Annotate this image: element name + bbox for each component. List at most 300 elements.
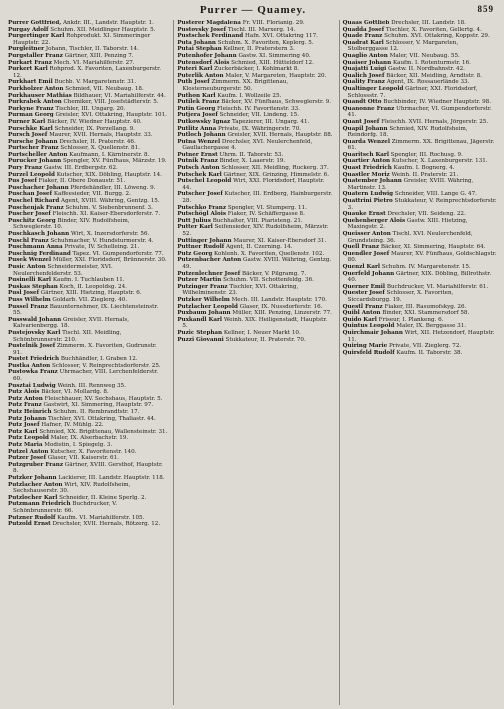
entry-details: Schuhm. VII. Schottenfeldg. 36. [223, 277, 314, 284]
directory-entry [343, 343, 498, 350]
directory-entry [8, 402, 167, 409]
directory-entry [177, 152, 332, 159]
entry-details: Bäcker, V. Pilgramg. 7. [241, 270, 307, 277]
entry-details: Wirt, XII. Hetzendorf, Hauptstr. 11. [347, 329, 495, 343]
directory-entry [8, 86, 167, 93]
directory-entry [343, 323, 498, 330]
directory-entry [343, 73, 498, 80]
directory-entry [343, 20, 498, 27]
directory-entry [343, 126, 498, 139]
entry-details: Goldarb. VII. Zieglerg. 40. [52, 296, 128, 303]
entry-details: Schmied, XX. Brigittenau, Wallensteinstr. 31. [39, 428, 168, 435]
entry-details: Gärtner, XIII. Hietzing, Hauptstr. 6. [40, 290, 142, 297]
entry-name: Pury Franz [8, 165, 43, 172]
directory-entry [8, 290, 167, 297]
entry-name: Quade Franz [342, 33, 383, 40]
entry-details: Spengler, VI. Stumperg. 11. [227, 204, 307, 211]
directory-entry [343, 264, 498, 271]
entry-details: Zuckerbäcker, I. Kohlmarkt 8. [214, 66, 300, 73]
directory-entry [8, 79, 167, 86]
directory-entry [343, 152, 498, 159]
entry-details: Mech. VI. Mariahilferstr. 27. [53, 59, 135, 66]
entry-details: Schneider, VIII. Lange G. 47. [394, 191, 477, 198]
entry-details: Fleischh. XI. Kaiser-Ebersdorferstr. 7. [52, 211, 161, 218]
directory-entry [8, 475, 167, 482]
entry-name: Quarda Wenzel [342, 138, 390, 145]
entry-details: Private, IX. Währingerstr. 70. [218, 125, 302, 132]
entry-details: Kaufm. I. Bognerg. 4. [393, 165, 455, 172]
directory-entry [343, 310, 498, 317]
directory-entry [8, 99, 167, 106]
entry-details: Tischl. XVI. Neulerchenfeld, Grundsteing. 36. [347, 231, 473, 244]
entry-name: Putschko Franz [177, 204, 227, 211]
entry-details: Schlosser, X. Quellenstr. 81. [60, 145, 140, 152]
directory-entry [343, 251, 498, 264]
directory-entry [8, 172, 167, 179]
directory-entry [343, 86, 498, 99]
entry-details: Seifensieder, XIV. Rudolfsheim, Märzstr. 52. [182, 224, 329, 237]
entry-details: Drechsler, II. Praterstr. 46. [59, 138, 136, 145]
entry-details: Schneidermeister, XVI. Neulerchenfelderstr. 53. [13, 263, 113, 277]
directory-entry [343, 198, 498, 211]
entry-details: Gastw. II. Nordbahnstr. 42. [388, 66, 465, 73]
directory-entry [8, 343, 167, 356]
directory-entry [343, 218, 498, 231]
directory-entry [177, 126, 332, 133]
entry-name: Quiring Marie [342, 343, 388, 350]
entry-details: Kaffeesieder, VII. Burgg. 2. [53, 191, 131, 198]
entry-details: Schuhm. XII. Meidlinger Hauptstr. 5. [50, 26, 156, 33]
directory-entry [8, 185, 167, 192]
entry-details: Gastw. XI. Simmering 40. [238, 52, 311, 59]
entry-name: Puta Johann [177, 39, 216, 46]
entry-details: Fr. VIII. Florianig. 29. [242, 20, 305, 26]
entry-details: Stukkateur, II. Praterstr. 70. [225, 336, 306, 343]
entry-name: Purner Karl [8, 118, 46, 125]
entry-details: Bäcker, XII. Meidling, Arndtstr. 8. [386, 72, 482, 79]
directory-entry [343, 271, 498, 284]
entry-details: Spengler, XV. Fünfhaus, Märzstr. 19. [63, 158, 167, 165]
entry-name: Quattrini Pietro [342, 198, 393, 205]
entry-name: Quaiser Johann [342, 59, 392, 66]
entry-name: Putilek Franz [177, 99, 220, 106]
entry-name: Quehenberger Alois [342, 217, 406, 224]
directory-entry [8, 66, 167, 79]
entry-name: Putlitz Anna [177, 125, 217, 132]
entry-name: Purkyne Franz [8, 105, 54, 112]
entry-details: Wirt, X. Inzersdorferstr. 56. [70, 231, 150, 237]
entry-name: Puttinger Johann [177, 237, 232, 244]
directory-entry [343, 33, 498, 40]
directory-entry [8, 435, 167, 442]
directory-entry [8, 211, 167, 218]
entry-details: Agent, XVIII. Währing, Gentzg. 15. [61, 198, 160, 205]
entry-details: Kaufm. I. Tuchlauben 11. [52, 277, 125, 284]
entry-details: Fiaker, II. Obere Donaustr. 51. [38, 178, 126, 185]
entry-details: Schmied, XIV. Rudolfsheim, Reindorfg. 18. [347, 125, 468, 139]
entry-name: Puschkasch Johann [8, 231, 70, 237]
directory-entry [177, 53, 332, 60]
directory-entry [8, 389, 167, 396]
entry-name: Putenhofer Johann [177, 52, 237, 59]
entry-name: Quast Friedrich [342, 165, 392, 172]
entry-details: Weinh. II. Praterstr. 21. [391, 171, 459, 178]
entry-name: Putner Ernst [177, 151, 218, 158]
entry-name: Putschel Leopold [177, 178, 232, 185]
directory-entry [8, 139, 167, 146]
directory-entry [343, 139, 498, 152]
entry-details: Rohprod. X. Favoriten, Laxenburgerstr. 12. [13, 66, 162, 79]
entry-name: Quastler Moriz [342, 171, 390, 178]
entry-details: Kaufm. I. Wollzeile 25. [217, 92, 282, 99]
entry-details: Private, VII. Zieglerg. 72. [388, 343, 462, 350]
entry-details: Agent, II. Czerning. 14. [225, 244, 293, 251]
directory-entry [343, 231, 498, 244]
entry-details: Tischler, XVI. Ottakring, Thaliastr. 44. [47, 415, 156, 422]
entry-name: Purman Georg [8, 112, 54, 119]
entry-details: Buchdrucker, VI. Mariahilferstr. 61. [386, 283, 489, 290]
entry-name: Puschl Franz [8, 237, 49, 244]
entry-name: Putloch Johann [177, 132, 226, 139]
directory-entry [177, 73, 332, 80]
entry-name: Putzer Josef [8, 455, 46, 462]
entry-details: Tischler, III. Ungarg. 20. [55, 105, 126, 112]
entry-name: Quirchmair Johann [342, 329, 403, 336]
directory-entry [8, 257, 167, 264]
entry-details: Maurer, XV. Fünfhaus, Goldschlagstr. 80. [347, 250, 497, 264]
entry-details: Schlosser, X. Favoriten, Siccardsburgg. 19. [347, 290, 454, 303]
entry-name: Putschek Karl [177, 171, 222, 178]
directory-entry [177, 66, 332, 73]
entry-name: Puschitz Georg [8, 217, 56, 224]
directory-entry [8, 396, 167, 403]
directory-entry [177, 93, 332, 100]
directory-entry [177, 112, 332, 119]
directory-entry [8, 356, 167, 363]
directory-entry [8, 231, 167, 238]
directory-entry [177, 284, 332, 297]
entry-name: Purgay Adolf [8, 26, 49, 33]
directory-entry [177, 218, 332, 225]
entry-name: Purtscher Franz [8, 145, 59, 152]
entry-name: Quido Karl [342, 316, 377, 323]
entry-name: Puzzi Giovanni [177, 336, 224, 343]
directory-entry [343, 290, 498, 303]
entry-name: Putzenlechner Josef [177, 270, 241, 277]
entry-details: Pferdehändler, III. Löweng. 9. [70, 184, 156, 191]
entry-details: Uhrmacher, VIII. Lerchenfelderstr. 60. [13, 369, 159, 383]
entry-details: Mech. III. Landstr. Hauptstr. 170. [231, 296, 327, 303]
directory-entry [343, 350, 498, 357]
entry-details: Hafn. XVI. Ottakring 117. [245, 33, 318, 40]
entry-details: Maurer, XI. Kaiser-Ebersdorf 31. [233, 237, 327, 244]
entry-details: Agent, IX. Rossauerlände 33. [386, 79, 470, 86]
entry-name: Putai Stephan [177, 46, 222, 53]
entry-name: Purgertinger Karl [8, 33, 65, 40]
directory-entry [177, 337, 332, 344]
directory-entry [8, 429, 167, 436]
entry-details: Spengler, III. Rochusg. 9. [390, 151, 463, 158]
directory-entry [8, 238, 167, 245]
entry-details: Gastwirt, XI. Simmering, Hauptstr. 97. [43, 402, 154, 409]
directory-entry [8, 369, 167, 382]
entry-details: Modistin, I. Spiegelg. 3. [44, 442, 113, 448]
entry-details: Schlosser, V. Reinprechtsdorferstr. 25. [52, 362, 161, 369]
directory-entry [177, 277, 332, 284]
entry-details: Schlosser, V. Margareten, Stolberggasse 12. [347, 39, 459, 53]
directory-entry [343, 99, 498, 106]
entry-details: Kaufm. VI. Mariahilferstr. 105. [57, 514, 145, 521]
page-number: 859 [477, 4, 494, 14]
directory-entry [8, 495, 167, 502]
directory-entry [177, 244, 332, 251]
entry-name: Puxkandl Karl [177, 316, 223, 323]
entry-name: Pussel Franz [8, 303, 48, 310]
directory-entry [8, 462, 167, 475]
directory-entry [8, 158, 167, 165]
entry-details: Tapez. VI. Gumpendorferstr. 77. [72, 250, 164, 257]
entry-details: Private, IV. Schelleing. 21. [64, 244, 140, 251]
directory-entry [177, 317, 332, 330]
directory-entry [343, 60, 498, 67]
entry-details: Binder, XXI. Stammersdorf 58. [382, 310, 470, 317]
directory-entry [8, 218, 167, 231]
entry-name: Querner Emil [342, 283, 386, 290]
entry-name: Putscher Josef [177, 191, 223, 198]
entry-details: Gärtner, XIX. Döbling, Billrothstr. 40. [347, 270, 492, 284]
entry-name: Putz Georg [177, 250, 213, 257]
entry-details: Uhrm. II. Taborstr. 53. [219, 151, 284, 158]
entry-name: Putschögl Alois [177, 211, 226, 218]
entry-details: Kaufmann, I. Kärntnerstr. 8. [69, 151, 150, 158]
entry-name: Pusinelli Karl [8, 277, 52, 284]
directory-entry [343, 172, 498, 179]
entry-name: Puxbaum Johann [177, 310, 231, 317]
directory-entry [8, 330, 167, 343]
entry-details: Greisler, XVI. Ottakring, Hauptstr. 101. [55, 112, 167, 119]
entry-name: Putzlacher Leopold [177, 303, 238, 310]
entry-details: Drechsler, VII. Seideng. 22. [387, 211, 466, 218]
directory-entry [343, 106, 498, 119]
entry-name: Pusek Wenzel [8, 257, 52, 264]
entry-details: Gastw. XIII. Hietzing, Maxingstr. 2. [347, 217, 468, 231]
entry-details: Hafner, IV. Mühlg. 22. [41, 422, 104, 429]
entry-name: Quenzl Karl [342, 263, 381, 270]
directory-entry [8, 27, 167, 34]
entry-name: Quauke Ernst [342, 211, 386, 218]
directory-entry [343, 317, 498, 324]
entry-name: Quapil Johann [342, 125, 388, 132]
directory-entry [8, 449, 167, 456]
entry-name: Puschacher Johann [8, 184, 69, 191]
entry-details: Zimmerm. X. Favoriten, Gudrunstr. 91. [13, 343, 157, 356]
entry-details: Buchbinder, IV. Wiedner Hauptstr. 98. [383, 99, 492, 106]
entry-name: Putzker Wilhelm [177, 296, 230, 303]
directory-entry [343, 40, 498, 53]
directory-entry [343, 211, 498, 218]
entry-details: Maler, VII. Neubaug. 55. [389, 52, 460, 59]
directory-entry [8, 521, 167, 528]
directory-entry [8, 422, 167, 429]
entry-details: Bauunternehmer, IX. Liechtensteinstr. 55. [13, 303, 159, 317]
entry-details: Kutscher, III. Erdberg, Hainburgerstr. 28. [182, 191, 333, 205]
directory-entry [8, 46, 167, 53]
entry-details: Müller, XIII. Penzing, Linzerstr. 77. [232, 310, 332, 317]
entry-name: Putz Alois [8, 389, 40, 396]
column-2 [173, 20, 332, 705]
entry-name: Querfeld Johann [342, 270, 395, 277]
directory-entry [8, 112, 167, 119]
entry-details: Buchdrucker, V. Schönbrunnerstr. 66. [13, 501, 117, 514]
directory-entry [343, 330, 498, 343]
directory-entry [177, 178, 332, 191]
directory-entry [8, 191, 167, 198]
directory-entry [177, 33, 332, 40]
entry-details: Bäcker, XI. Simmering, Hauptstr. 64. [380, 244, 486, 251]
directory-entry [8, 106, 167, 113]
entry-details: Schuhm. V. Siebenbrunnenf. 3. [65, 204, 153, 211]
entry-details: Drechsler, III. Landstr. 18. [391, 20, 466, 26]
entry-name: Quell Franz [342, 244, 380, 251]
entry-name: Quality Franz [342, 79, 385, 86]
entry-details: Bäcker, XV. Fünfhaus, Schweglerstr. 9. [221, 99, 332, 106]
entry-name: Purkert Karl [8, 66, 48, 73]
entry-details: Bäcker, IV. Wiedner Hauptstr. 40. [47, 118, 142, 125]
entry-name: Quajatti Luigi [342, 66, 387, 73]
entry-name: Putkowsky Ignaz [177, 118, 231, 125]
directory-entry [8, 416, 167, 423]
entry-name: Putz Anton [8, 395, 43, 402]
entry-name: Purschke Karl [8, 125, 53, 132]
entry-name: Putjera Josef [177, 112, 218, 119]
entry-details: Schneider, IX. Porzellang. 9. [54, 125, 135, 132]
directory-entry [177, 271, 332, 278]
entry-name: Putnik Franz [177, 158, 218, 165]
entry-name: Pustka Anton [8, 362, 51, 369]
entry-details: Bäcker, VI. Mollardg. 8. [41, 389, 109, 396]
entry-details: Gastw. XVIII. Währing, Gentzg. 49. [182, 257, 332, 270]
entry-details: Kohlenh. X. Favoriten, Quellenstr. 102. [214, 250, 325, 257]
entry-details: Greisler, XVII. Hernals, Kalvarienbergg. 18. [13, 316, 130, 330]
entry-details: Kellner, II. Praterstern 3. [223, 46, 295, 53]
directory-entry [8, 132, 167, 139]
directory-entry [177, 304, 332, 311]
entry-details: Buchhändler, I. Graben 12. [60, 356, 138, 363]
entry-details: Maler, IX. Berggasse 31. [396, 323, 467, 330]
entry-details: Fleischh. XVII. Hernals, Jörgerstr. 25. [381, 118, 489, 125]
directory-entry [8, 455, 167, 462]
entry-details: Lackierer, III. Landstr. Hauptstr. 118. [58, 474, 165, 481]
directory-entry [177, 165, 332, 172]
directory-entry [343, 178, 498, 191]
directory-entry [177, 224, 332, 237]
directory-entry [8, 126, 167, 133]
directory-entry [8, 409, 167, 416]
entry-details: Fleischh. IV. Favoritenstr. 33. [217, 105, 301, 112]
entry-name: Putzold Ernst [8, 521, 51, 528]
entry-name: Quester Josef [342, 290, 385, 297]
entry-name: Pusterer Magdalena [177, 20, 241, 26]
directory-entry [8, 198, 167, 205]
entry-name: Quaglio Anton [342, 52, 388, 59]
entry-details: Bildhauer, VI. Mariahilferstr. 44. [73, 92, 166, 99]
directory-entry [343, 27, 498, 34]
entry-details: Glaser, IX. Nussdorferstr. 16. [239, 303, 323, 310]
column-3 [339, 20, 498, 705]
entry-name: Pusl Josef [8, 290, 39, 297]
entry-name: Purkhart Emil [8, 79, 53, 86]
entry-details: Maurer, XVII. Hernals, Hauptstr. 33. [49, 132, 153, 139]
entry-name: Quant Josef [342, 118, 380, 125]
directory-entry [8, 165, 167, 172]
entry-name: Qualich Josef [342, 72, 385, 79]
entry-name: Putzenbacher Anton [177, 257, 242, 264]
entry-details: Kaufm. II. Taborstr. 38. [396, 349, 463, 356]
entry-name: Pustejovsky Karl [8, 329, 61, 336]
directory-entry [8, 60, 167, 67]
entry-details: Schmied, VII. Neubaug. 18. [65, 85, 144, 92]
directory-entry [343, 244, 498, 251]
directory-entry [177, 310, 332, 317]
entry-name: Pursche Johann [8, 138, 58, 145]
entry-name: Puthon Karl [177, 92, 216, 99]
entry-details: Schmied, XIII. Hütteldorf 12. [231, 59, 314, 66]
entry-name: Purkrabek Anton [8, 99, 62, 106]
entry-name: Puschnig Ferdinand [8, 250, 71, 257]
entry-name: Queisser Anton [342, 231, 391, 237]
entry-details: Zimmerm. XX. Brigittenau, Jägerstr. 61. [347, 138, 495, 152]
directory-entry [343, 158, 498, 165]
entry-name: Puschel Richard [8, 198, 60, 205]
directory-entry [177, 330, 332, 337]
entry-name: Purkart Franz [8, 59, 52, 66]
directory-entry [8, 178, 167, 185]
entry-name: Putz Heinrich [8, 409, 52, 416]
directory-entry [8, 304, 167, 317]
directory-entry [177, 60, 332, 67]
entry-name: Putzner Rudolf [8, 514, 56, 521]
entry-name: Quaas Gottlieb [342, 20, 390, 26]
entry-name: Quanonne Franz [342, 105, 395, 112]
directory-entry [177, 238, 332, 245]
entry-details: Schuhm. XVI. Ottakring, Koppstr. 29. [384, 33, 490, 40]
entry-details: Kaufm. I. Rotenturmstr. 16. [392, 59, 471, 66]
entry-details: Fiaker, IV. Schäffergasse 8. [227, 211, 305, 218]
entry-details: Friseur, I. Plankeng. 6. [378, 316, 444, 323]
entry-name: Putz Karl [8, 428, 38, 435]
entry-details: Zimmerm. XX. Brigittenau, Klosterneuburgerstr. 50. [182, 79, 289, 92]
entry-name: Puschenjak Franz [8, 204, 64, 211]
entry-name: Putzel Anton [8, 448, 49, 455]
entry-details: Schlosser, XII. Meidling, Ruckerg. 37. [221, 165, 329, 172]
directory-entry [177, 27, 332, 34]
directory-entry [8, 515, 167, 522]
directory-entry [343, 53, 498, 60]
directory-entry [343, 79, 498, 86]
entry-name: Putzgruber Franz [8, 461, 64, 468]
entry-details: Wirt, XIV. Rudolfsheim, Sechshauserstr. 30. [13, 481, 131, 495]
directory-entry [177, 119, 332, 126]
entry-name: Puskas Stephan [8, 283, 58, 290]
directory-entry [177, 191, 332, 204]
entry-name: Quibl Anton [342, 310, 381, 317]
entry-details: Schneider, II. Kleine Sperlg. 2. [59, 494, 147, 501]
entry-name: Putz Josef [8, 422, 40, 429]
directory-entry [8, 284, 167, 291]
entry-name: Putin Georg [177, 105, 216, 112]
entry-details: Tapezierer, III. Ungarg. 41. [232, 118, 310, 125]
directory-entry [177, 132, 332, 139]
